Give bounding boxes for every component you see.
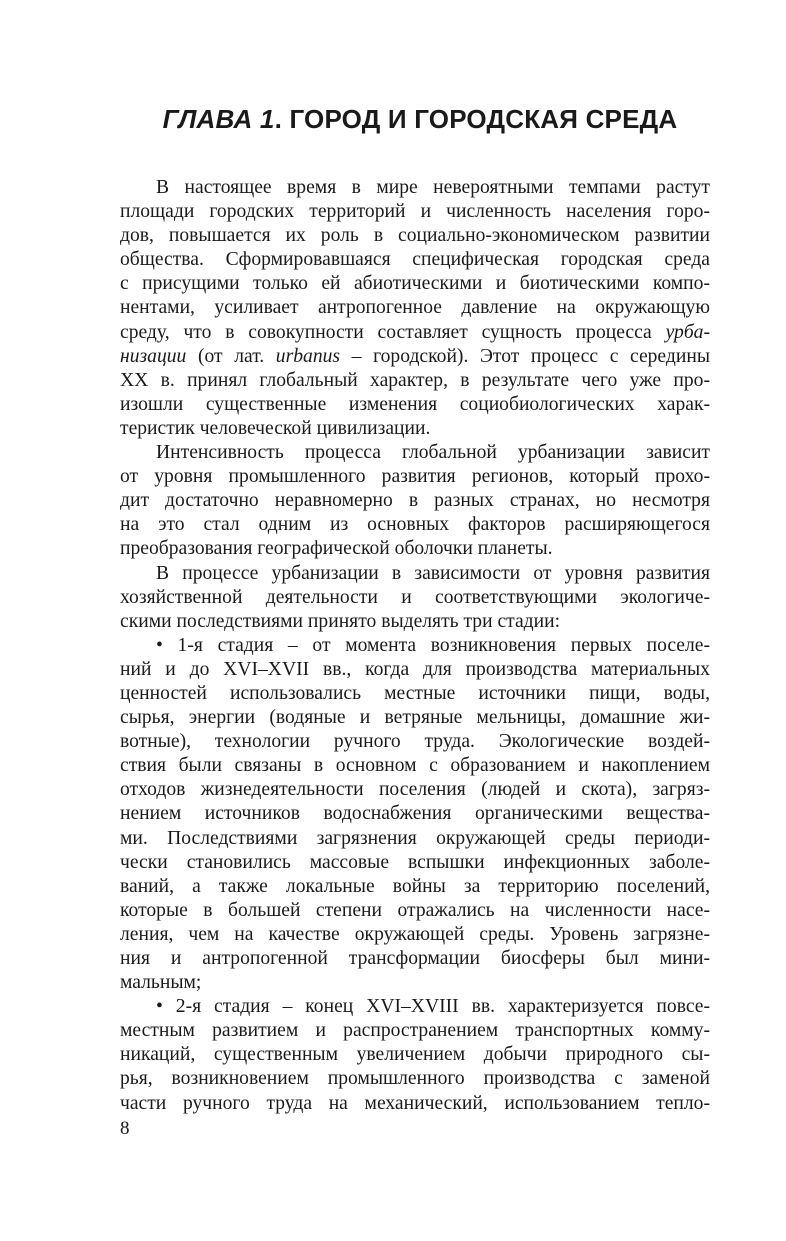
italic-latin-term: urbanus xyxy=(275,345,341,367)
text-line: нентами, усиливает антропогенное давление на окружающую xyxy=(120,297,710,319)
text-line: ваний, а также локальные войны за территорию поселений, xyxy=(120,875,710,897)
text-line: В настоящее время в мире невероятными темпами растут xyxy=(156,177,710,198)
text-line: дов, повышается их роль в социально-экономическом развитии xyxy=(120,225,710,247)
bullet-stage-2 xyxy=(120,995,710,1115)
text-line xyxy=(120,321,710,345)
text-line: дит достаточно неравномерно в разных странах, но несмотря xyxy=(120,490,710,512)
text-line: XX в. принял глобальный характер, в результате чего уже про- xyxy=(120,369,710,391)
paragraph-2 xyxy=(120,441,710,561)
text-line: ствия были связаны в основном с образованием и накоплением xyxy=(120,755,710,777)
text-line: изошли существенные изменения социобиологических харак- xyxy=(120,393,710,415)
text-line: ния и антропогенной трансформации биосферы был мини- xyxy=(120,948,710,969)
text-line: никаций, существенным увеличением добычи природного сы- xyxy=(120,1044,710,1066)
text-line: преобразования географической оболочки планеты. xyxy=(120,538,553,560)
text-line: • 1-я стадия – от момента возникновения первых поселе- xyxy=(156,634,710,656)
text-fragment: – городской). Этот процесс с середины xyxy=(340,345,710,367)
text-line: чески становились массовые вспышки инфекционных заболе- xyxy=(120,851,710,873)
text-line: теристик человеческой цивилизации. xyxy=(120,417,431,439)
text-line: рья, возникновением промышленного производства с заменой xyxy=(120,1068,710,1090)
text-line: сырья, энергии (водяные и ветряные мельницы, домашние жи- xyxy=(120,707,710,729)
text-line: скими последствиями принято выделять три стадии: xyxy=(120,610,561,632)
italic-term: урба- xyxy=(665,321,710,343)
text-line: • 2-я стадия – конец XVI–XVIII вв. характеризуется повсе- xyxy=(156,996,710,1018)
text-line: отходов жизнедеятельности поселения (людей и скота), загряз- xyxy=(120,779,710,801)
text-line: нением источников водоснабжения органическими вещества- xyxy=(120,803,710,825)
text-fragment: (от лат. xyxy=(186,345,276,367)
text-line: местным развитием и распространением транспортных комму- xyxy=(120,1020,710,1042)
text-line: с присущими только ей абиотическими и биотическими компо- xyxy=(120,273,710,295)
text-line: Интенсивность процесса глобальной урбанизации зависит xyxy=(156,442,710,464)
text-line: на это стал одним из основных факторов расширяющегося xyxy=(120,514,710,536)
text-line: мальным; xyxy=(120,972,202,994)
page-number: 8 xyxy=(120,1118,130,1139)
text-line: которые в большей степени отражались на численности насе- xyxy=(120,899,710,921)
text-line: площади городских территорий и численность населения горо- xyxy=(120,201,710,223)
bullet-stage-1 xyxy=(120,634,710,995)
text-line: хозяйственной деятельности и соответствующими экологиче- xyxy=(120,586,710,608)
body-text xyxy=(120,176,710,1116)
text-line: ми. Последствиями загрязнения окружающей среды периоди- xyxy=(120,827,710,849)
chapter-heading-text: ГОРОД И ГОРОДСКАЯ СРЕДА xyxy=(289,104,678,134)
italic-term: низации xyxy=(120,345,187,367)
paragraph-1 xyxy=(120,176,710,441)
text-line: вотные), технологии ручного труда. Экологические воздей- xyxy=(120,731,710,753)
chapter-label: ГЛАВА 1 xyxy=(162,104,275,134)
paragraph-3 xyxy=(120,562,710,634)
text-line: общества. Сформировавшаяся специфическая городская среда xyxy=(120,249,710,271)
chapter-title xyxy=(120,104,720,135)
text-fragment: среду, что в совокупности составляет сущность процесса xyxy=(120,321,666,343)
chapter-separator: . xyxy=(274,104,283,134)
text-line: ний и до XVI–XVII вв., когда для производства материальных xyxy=(120,658,710,680)
text-line: ления, чем на качестве окружающей среды. Уровень загрязне- xyxy=(120,923,710,945)
text-line: В процессе урбанизации в зависимости от уровня развития xyxy=(156,562,710,584)
text-line: ценностей использовались местные источники пищи, воды, xyxy=(120,682,710,704)
text-line xyxy=(120,345,710,369)
text-line: от уровня промышленного развития регионов, который прохо- xyxy=(120,466,710,488)
text-line: части ручного труда на механический, использованием тепло- xyxy=(120,1092,710,1114)
